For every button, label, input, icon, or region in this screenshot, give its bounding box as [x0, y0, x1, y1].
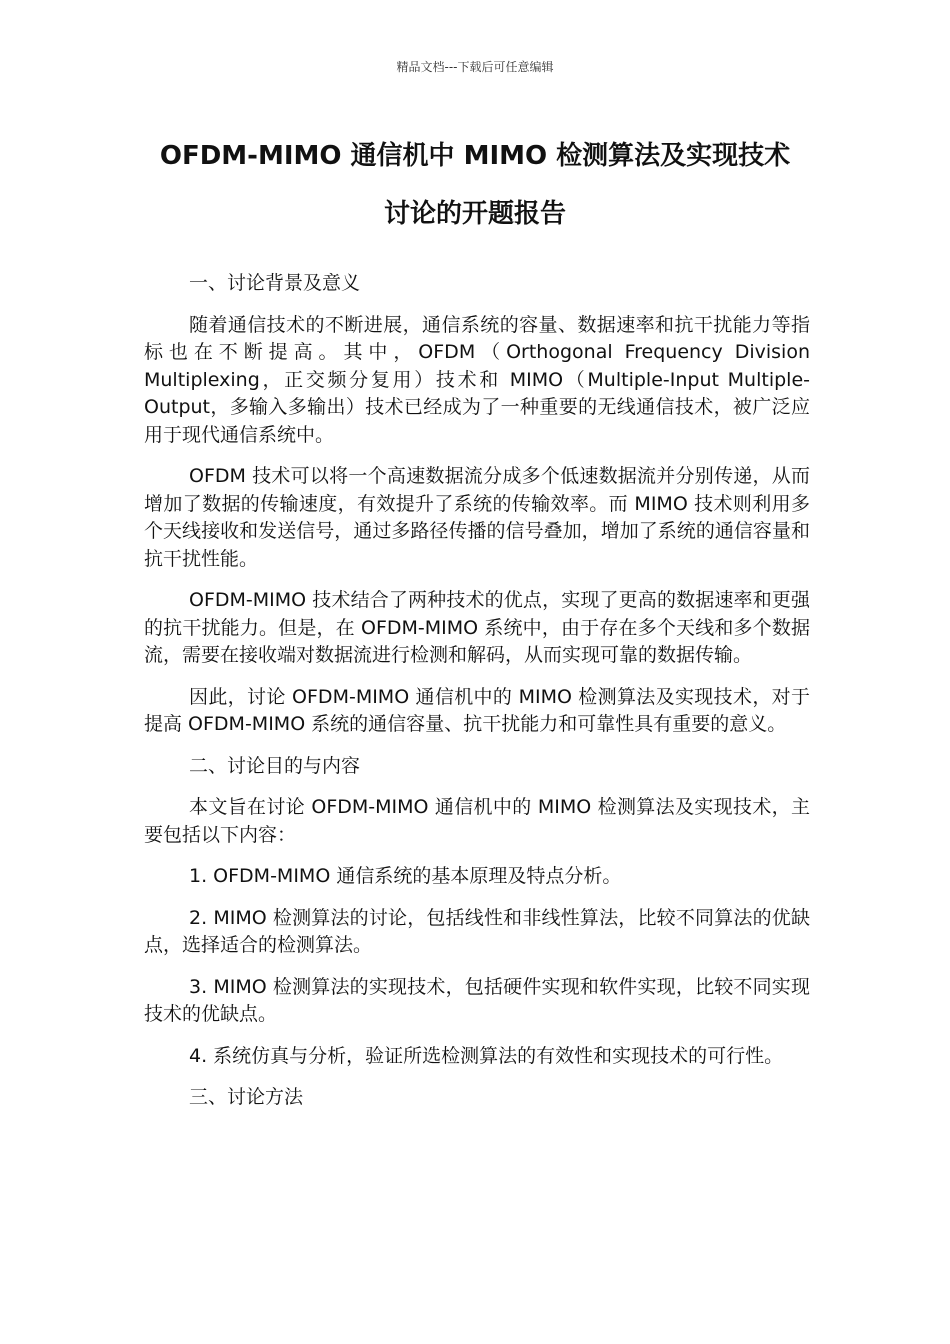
paragraph: 本文旨在讨论 OFDM-MIMO 通信机中的 MIMO 检测算法及实现技术，主要包括以下内容： — [144, 796, 810, 846]
paragraph: 随着通信技术的不断进展，通信系统的容量、数据速率和抗干扰能力等指标也在不断提高。其中，OFDM（Orthogonal Frequency Division Multiplexing，正交频分复用）技术和 MIMO（Multiple-Input Multiple-Output，多输入多输出）技术已经成为了一种重要的无线通信技术，被广泛应用于现代通信系统中。 — [144, 313, 810, 446]
list-item: 4. 系统仿真与分析，验证所选检测算法的有效性和实现技术的可行性。 — [189, 1044, 784, 1067]
list-item: 3. MIMO 检测算法的实现技术，包括硬件实现和软件实现，比较不同实现技术的优缺点。 — [144, 975, 810, 1025]
section-heading-method: 三、讨论方法 — [189, 1086, 304, 1108]
title-line-1: OFDM-MIMO 通信机中 MIMO 检测算法及实现技术 — [159, 141, 791, 171]
paragraph: OFDM-MIMO 技术结合了两种技术的优点，实现了更高的数据速率和更强的抗干扰能力。但是，在 OFDM-MIMO 系统中，由于存在多个天线和多个数据流，需要在接收端对数据流进行检测和解码，从而实现可靠的数据传输。 — [144, 589, 810, 666]
section-heading-background: 一、讨论背景及意义 — [189, 272, 361, 294]
list-item: 2. MIMO 检测算法的讨论，包括线性和非线性算法，比较不同算法的优缺点，选择适合的检测算法。 — [144, 906, 810, 956]
page-header: 精品文档---下载后可任意编辑 — [396, 60, 554, 74]
section-heading-purpose: 二、讨论目的与内容 — [189, 754, 361, 777]
title-line-2: 讨论的开题报告 — [383, 199, 566, 229]
document-body — [144, 270, 810, 1126]
paragraph: OFDM 技术可以将一个高速数据流分成多个低速数据流并分别传递，从而增加了数据的传输速度，有效提升了系统的传输效率。而 MIMO 技术则利用多个天线接收和发送信号，通过多路径传播的信号叠加，增加了系统的通信容量和抗干扰性能。 — [144, 465, 810, 570]
paragraph: 因此，讨论 OFDM-MIMO 通信机中的 MIMO 检测算法及实现技术，对于提高 OFDM-MIMO 系统的通信容量、抗干扰能力和可靠性具有重要的意义。 — [144, 685, 810, 735]
list-item: 1. OFDM-MIMO 通信系统的基本原理及特点分析。 — [189, 865, 622, 887]
